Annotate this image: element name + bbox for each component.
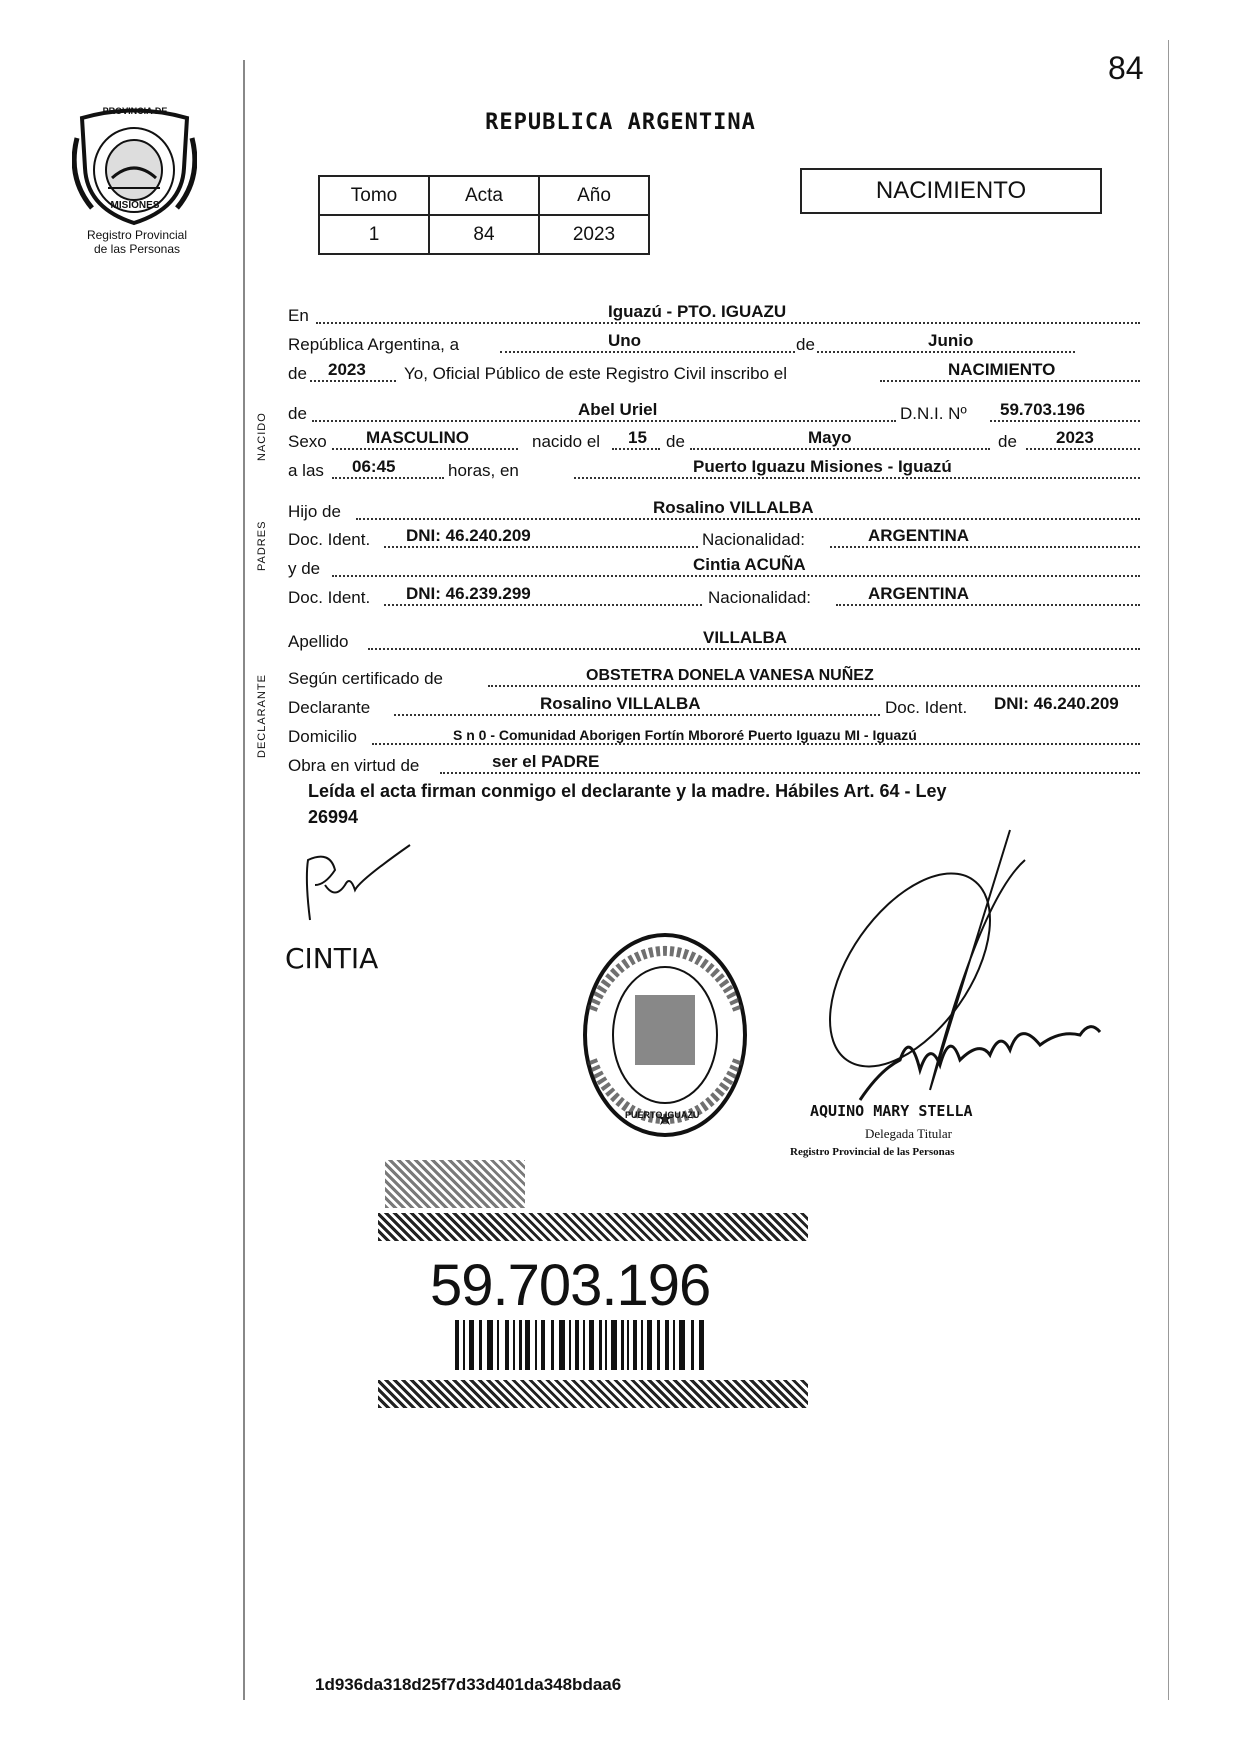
label-de-nacido: de bbox=[288, 404, 307, 423]
document-title: REPUBLICA ARGENTINA bbox=[485, 110, 756, 135]
label-y-de: y de bbox=[288, 559, 321, 578]
label-de-mes: de bbox=[666, 432, 685, 451]
form-line-nombre bbox=[288, 402, 1153, 426]
form-line-doc-madre bbox=[288, 586, 1153, 610]
dotted-line bbox=[312, 420, 896, 422]
dotted-line bbox=[1026, 448, 1140, 450]
table-header-anio: Año bbox=[539, 176, 649, 215]
form-line-sexo bbox=[288, 430, 1153, 454]
barcode-number: 59.703.196 bbox=[430, 1253, 711, 1318]
dotted-line bbox=[574, 477, 1140, 479]
label-apellido: Apellido bbox=[288, 632, 349, 651]
form-line-domicilio bbox=[288, 725, 1153, 749]
issuer-line-1: Registro Provincial bbox=[86, 228, 188, 242]
value-sexo: MASCULINO bbox=[366, 428, 469, 447]
form-line-inscripcion bbox=[288, 362, 1153, 386]
record-type-box: NACIMIENTO bbox=[800, 168, 1102, 214]
value-apellido: VILLALBA bbox=[703, 628, 788, 647]
label-de-anio-nac: de bbox=[998, 432, 1017, 451]
value-anio-nac: 2023 bbox=[1056, 428, 1094, 447]
value-declarante: Rosalino VILLALBA bbox=[540, 694, 701, 713]
dotted-line bbox=[332, 448, 518, 450]
official-role: Delegada Titular bbox=[865, 1126, 953, 1141]
dotted-line bbox=[332, 477, 444, 479]
issuer-label bbox=[62, 228, 212, 256]
value-lugar: Iguazú - PTO. IGUAZU bbox=[608, 302, 787, 321]
value-dia-nac: 15 bbox=[628, 428, 647, 447]
form-line-padre bbox=[288, 500, 1153, 524]
form-line-obra bbox=[288, 754, 1153, 778]
dotted-line bbox=[500, 351, 1075, 353]
mother-signature: CINTIA bbox=[285, 942, 379, 975]
value-nac-madre: ARGENTINA bbox=[868, 584, 970, 603]
value-obra: ser el PADRE bbox=[492, 752, 600, 771]
label-nacionalidad: Nacionalidad: bbox=[702, 530, 806, 549]
label-sexo: Sexo bbox=[288, 432, 327, 451]
dotted-line bbox=[316, 322, 1140, 324]
table-value-tomo: 1 bbox=[319, 215, 429, 254]
emblem-text-top: PROVINCIA DE bbox=[102, 106, 168, 116]
label-doc-ident-2: Doc. Ident. bbox=[288, 588, 371, 607]
table-value-anio: 2023 bbox=[539, 215, 649, 254]
label-nacido-el: nacido el bbox=[532, 432, 601, 451]
table-header-acta: Acta bbox=[429, 176, 539, 215]
label-a-las: a las bbox=[288, 461, 324, 480]
security-band-bottom bbox=[378, 1380, 808, 1408]
value-nombre: Abel Uriel bbox=[578, 400, 658, 419]
form-line-madre bbox=[288, 557, 1153, 581]
dotted-line bbox=[384, 546, 698, 548]
page-number: 84 bbox=[1108, 50, 1144, 86]
value-acto: NACIMIENTO bbox=[948, 360, 1056, 379]
dotted-line bbox=[332, 575, 1140, 577]
issuer-line-2: de las Personas bbox=[93, 242, 181, 256]
closing-line-2: 26994 bbox=[308, 807, 359, 827]
dotted-line bbox=[310, 380, 396, 382]
value-certificado: OBSTETRA DONELA VANESA NUÑEZ bbox=[586, 667, 874, 684]
label-nacionalidad-2: Nacionalidad: bbox=[708, 588, 812, 607]
dotted-line bbox=[830, 546, 1140, 548]
value-dni-madre: DNI: 46.239.299 bbox=[406, 584, 531, 603]
emblem-text-bottom: MISIONES bbox=[110, 200, 160, 211]
section-label-declarante: DECLARANTE bbox=[256, 674, 268, 758]
label-de-anio: de bbox=[288, 364, 307, 383]
security-band-top bbox=[378, 1213, 808, 1241]
record-table bbox=[318, 175, 650, 255]
value-domicilio: S n 0 - Comunidad Aborigen Fortín Mbororé Puerto Iguazu MI - Iguazú bbox=[453, 727, 917, 743]
form-line-fecha bbox=[288, 333, 1153, 357]
margin-line-right bbox=[1168, 40, 1169, 1700]
value-dni-declarante: DNI: 46.240.209 bbox=[994, 694, 1119, 713]
value-padre: Rosalino VILLALBA bbox=[653, 498, 814, 517]
dotted-line bbox=[990, 420, 1140, 422]
form-line-hora bbox=[288, 459, 1153, 483]
value-lugar-nac: Puerto Iguazu Misiones - Iguazú bbox=[693, 457, 952, 476]
dotted-line bbox=[612, 448, 660, 450]
value-anio: 2023 bbox=[328, 360, 366, 379]
security-seal bbox=[385, 1160, 525, 1208]
barcode-icon bbox=[455, 1320, 705, 1370]
value-mes-nac: Mayo bbox=[808, 428, 852, 447]
label-de: de bbox=[796, 335, 815, 354]
label-domicilio: Domicilio bbox=[288, 727, 357, 746]
label-republica: República Argentina, a bbox=[288, 335, 460, 354]
dotted-line bbox=[836, 604, 1140, 606]
dotted-line bbox=[394, 714, 880, 716]
form-line-declarante bbox=[288, 696, 1153, 720]
dotted-line bbox=[690, 448, 990, 450]
value-madre: Cintia ACUÑA bbox=[693, 555, 806, 574]
value-dia: Uno bbox=[608, 331, 642, 350]
dotted-line bbox=[440, 772, 1140, 774]
declarant-signature-icon bbox=[290, 840, 430, 930]
form-line-lugar bbox=[288, 304, 1153, 328]
value-mes: Junio bbox=[928, 331, 974, 350]
label-doc-ident-3: Doc. Ident. bbox=[885, 698, 968, 717]
label-dni: D.N.I. Nº bbox=[900, 404, 967, 423]
document-hash: 1d936da318d25f7d33d401da348bdaa6 bbox=[315, 1675, 622, 1694]
label-hijo-de: Hijo de bbox=[288, 502, 341, 521]
margin-line-left bbox=[243, 60, 245, 1700]
table-value-acta: 84 bbox=[429, 215, 539, 254]
label-en: En bbox=[288, 306, 309, 325]
label-doc-ident: Doc. Ident. bbox=[288, 530, 371, 549]
section-label-nacido: NACIDO bbox=[256, 412, 268, 461]
label-horas-en: horas, en bbox=[448, 461, 519, 480]
form-line-certificado bbox=[288, 667, 1153, 691]
label-yo: Yo, Oficial Público de este Registro Civil inscribo el bbox=[404, 364, 787, 383]
dotted-line bbox=[488, 685, 1140, 687]
form-line-apellido bbox=[288, 630, 1153, 654]
value-dni-padre: DNI: 46.240.209 bbox=[406, 526, 531, 545]
value-nac-padre: ARGENTINA bbox=[868, 526, 970, 545]
table-header-tomo: Tomo bbox=[319, 176, 429, 215]
stamp-inner-text: PUERTO IGUAZU bbox=[625, 1110, 700, 1120]
official-name: AQUINO MARY STELLA bbox=[810, 1102, 973, 1120]
label-obra: Obra en virtud de bbox=[288, 756, 420, 775]
value-dni-nacido: 59.703.196 bbox=[1000, 400, 1086, 419]
form-line-doc-padre bbox=[288, 528, 1153, 552]
dotted-line bbox=[384, 604, 702, 606]
dotted-line bbox=[880, 380, 1140, 382]
section-label-padres: PADRES bbox=[256, 520, 268, 571]
official-signature-icon bbox=[780, 820, 1140, 1120]
label-segun: Según certificado de bbox=[288, 669, 443, 688]
dotted-line bbox=[368, 648, 1140, 650]
closing-line-1: Leída el acta firman conmigo el declarante y la madre. Hábiles Art. 64 - Ley bbox=[308, 781, 947, 801]
dotted-line bbox=[356, 518, 1140, 520]
value-hora: 06:45 bbox=[352, 457, 396, 476]
official-org: Registro Provincial de las Personas bbox=[790, 1146, 955, 1158]
label-declarante: Declarante bbox=[288, 698, 371, 717]
dotted-line bbox=[372, 743, 1140, 745]
